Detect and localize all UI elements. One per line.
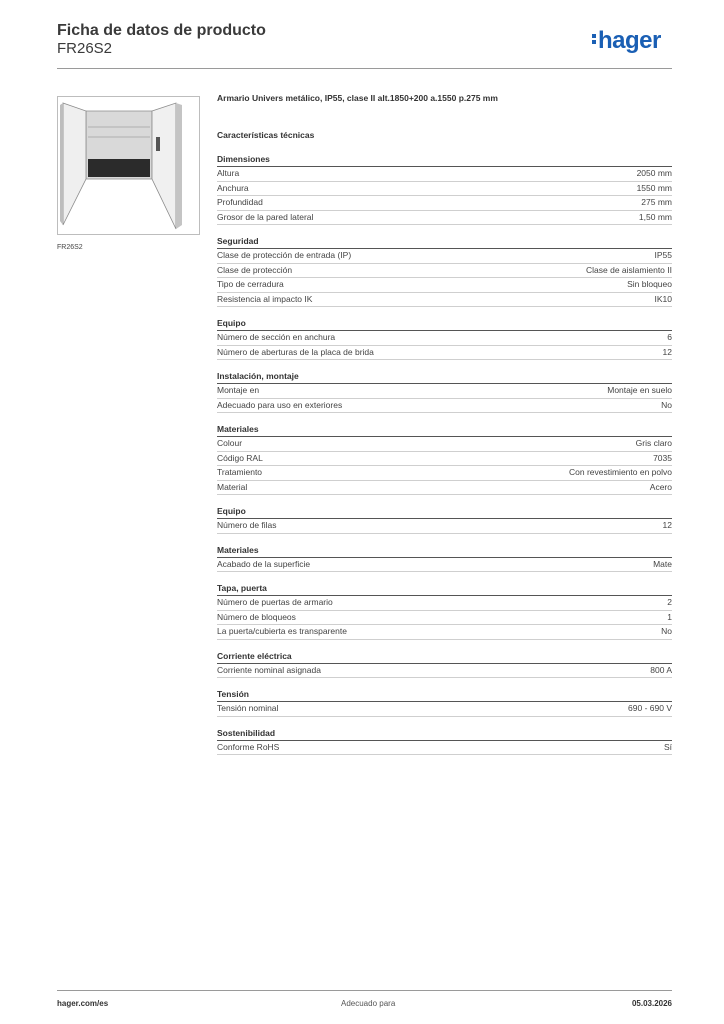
- spec-sections: [217, 153, 672, 755]
- spec-label: Tratamiento: [217, 467, 263, 477]
- spec-value: Gris claro: [635, 438, 672, 448]
- section-heading: Materiales: [217, 544, 672, 558]
- spec-value: 7035: [653, 452, 672, 463]
- spec-row: [217, 741, 672, 756]
- spec-value: No: [661, 399, 672, 410]
- spec-section: [217, 370, 672, 413]
- spec-row: [217, 167, 672, 182]
- spec-section: [217, 650, 672, 679]
- spec-value: 1550 mm: [636, 182, 672, 193]
- hager-logo: [592, 27, 661, 55]
- spec-row: [217, 249, 672, 264]
- spec-label: Montaje en: [217, 385, 260, 395]
- product-description: Armario Univers metálico, IP55, clase II alt.1850+200 a.1550 p.275 mm: [217, 93, 498, 103]
- spec-section: [217, 505, 672, 534]
- spec-value: IP55: [654, 250, 672, 260]
- spec-value: Mate: [653, 558, 672, 569]
- spec-value: Sí: [663, 741, 672, 752]
- spec-row: [217, 264, 672, 279]
- spec-label: Material: [217, 481, 248, 492]
- footer-date: 05.03.2026: [631, 999, 672, 1008]
- section-heading: Tensión: [217, 688, 672, 702]
- cabinet-illustration-icon: [58, 97, 199, 234]
- spec-row: [217, 702, 672, 717]
- product-image: [57, 96, 200, 235]
- spec-section: [217, 688, 672, 717]
- spec-label: Clase de protección de entrada (IP): [217, 250, 352, 260]
- spec-label: Número de bloqueos: [217, 611, 296, 622]
- spec-row: [217, 596, 672, 611]
- page-title: Ficha de datos de producto: [57, 22, 266, 39]
- spec-value: Montaje en suelo: [607, 385, 672, 395]
- spec-label: Número de puertas de armario: [217, 597, 333, 607]
- spec-row: [217, 481, 672, 496]
- spec-row: [217, 331, 672, 346]
- section-heading: Corriente eléctrica: [217, 650, 672, 664]
- spec-value: 2050 mm: [636, 168, 672, 178]
- section-heading: Dimensiones: [217, 153, 672, 167]
- image-caption: FR26S2: [57, 244, 83, 251]
- spec-value: Sin bloqueo: [627, 279, 672, 289]
- spec-row: [217, 452, 672, 467]
- spec-content: [217, 93, 672, 765]
- section-heading: Equipo: [217, 505, 672, 519]
- spec-label: Clase de protección: [217, 264, 293, 275]
- spec-label: Altura: [217, 168, 240, 178]
- spec-value: 12: [662, 346, 672, 357]
- spec-value: 800 A: [650, 664, 672, 675]
- spec-label: Corriente nominal asignada: [217, 664, 321, 675]
- spec-label: Resistencia al impacto IK: [217, 293, 313, 304]
- spec-row: [217, 558, 672, 573]
- spec-row: [217, 346, 672, 361]
- spec-label: Número de filas: [217, 520, 277, 530]
- spec-row: [217, 278, 672, 293]
- spec-value: Con revestimiento en polvo: [568, 467, 672, 477]
- footer-website: hager.com/es: [57, 999, 109, 1008]
- section-heading: Instalación, montaje: [217, 370, 672, 384]
- spec-label: Tipo de cerradura: [217, 279, 284, 289]
- spec-section: [217, 317, 672, 360]
- spec-row: [217, 611, 672, 626]
- header-divider: [57, 68, 672, 69]
- spec-label: Adecuado para uso en exteriores: [217, 399, 343, 410]
- spec-value: 690 - 690 V: [628, 703, 672, 713]
- spec-section: [217, 544, 672, 573]
- logo-text: hager: [598, 27, 661, 54]
- spec-row: [217, 399, 672, 414]
- spec-section: [217, 582, 672, 640]
- spec-label: Número de aberturas de la placa de brida: [217, 346, 374, 357]
- spec-row: [217, 625, 672, 640]
- spec-section: [217, 235, 672, 307]
- spec-label: Anchura: [217, 182, 249, 193]
- spec-row: [217, 196, 672, 211]
- spec-label: Acabado de la superficie: [217, 558, 311, 569]
- section-heading: Equipo: [217, 317, 672, 331]
- section-heading: Sostenibilidad: [217, 727, 672, 741]
- spec-value: 1,50 mm: [638, 211, 672, 222]
- spec-value: Acero: [649, 481, 672, 492]
- spec-label: La puerta/cubierta es transparente: [217, 626, 347, 636]
- spec-value: 6: [667, 332, 672, 342]
- section-heading: Seguridad: [217, 235, 672, 249]
- tech-characteristics-title: Características técnicas: [217, 130, 315, 140]
- footer-note: Adecuado para: [341, 999, 396, 1008]
- logo-dots-icon: [592, 32, 596, 46]
- spec-row: [217, 466, 672, 481]
- spec-value: No: [661, 626, 672, 636]
- spec-row: [217, 519, 672, 534]
- spec-row: [217, 182, 672, 197]
- spec-section: [217, 153, 672, 225]
- spec-row: [217, 384, 672, 399]
- section-heading: Materiales: [217, 423, 672, 437]
- spec-value: 1: [667, 611, 672, 622]
- spec-value: Clase de aislamiento II: [586, 264, 672, 275]
- spec-section: [217, 727, 672, 756]
- spec-row: [217, 211, 672, 226]
- spec-label: Colour: [217, 438, 243, 448]
- spec-row: [217, 293, 672, 308]
- spec-label: Código RAL: [217, 452, 263, 463]
- product-code: FR26S2: [57, 40, 113, 57]
- spec-label: Conforme RoHS: [217, 741, 280, 752]
- spec-label: Profundidad: [217, 197, 263, 207]
- spec-value: 275 mm: [641, 197, 672, 207]
- spec-label: Grosor de la pared lateral: [217, 211, 314, 222]
- spec-row: [217, 664, 672, 679]
- spec-label: Número de sección en anchura: [217, 332, 336, 342]
- spec-value: 12: [662, 520, 672, 530]
- spec-value: 2: [667, 597, 672, 607]
- spec-value: IK10: [654, 293, 672, 304]
- spec-section: [217, 423, 672, 495]
- spec-row: [217, 437, 672, 452]
- footer-divider: [57, 990, 672, 991]
- section-heading: Tapa, puerta: [217, 582, 672, 596]
- spec-label: Tensión nominal: [217, 703, 279, 713]
